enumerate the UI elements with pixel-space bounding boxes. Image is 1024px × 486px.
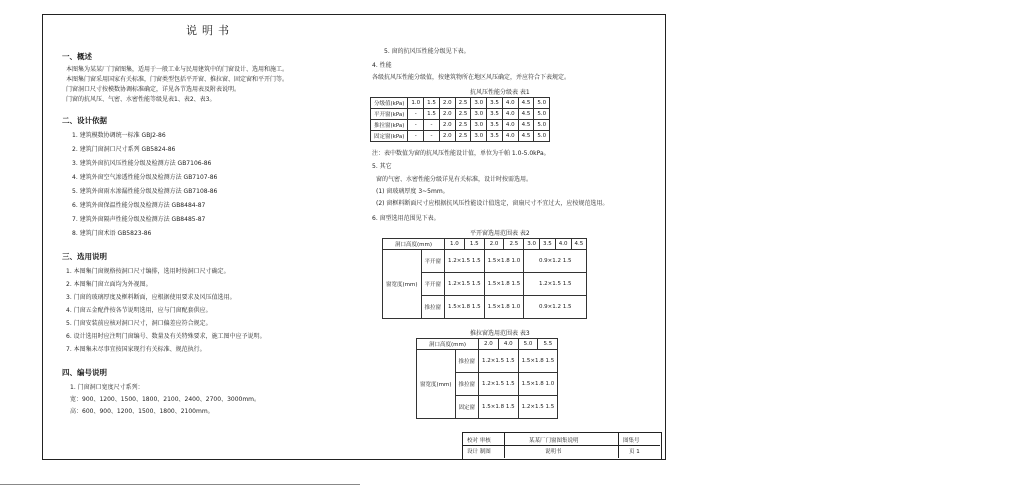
text-line: 1. 本图集门窗规格按洞口尺寸编排，选用时按洞口尺寸确定。 xyxy=(66,268,230,275)
table-cell: 1.5 xyxy=(424,109,440,120)
table-cell: 1.2×1.5 1.5 xyxy=(479,350,519,373)
table-cell: 4.0 xyxy=(502,131,518,142)
table-cell: 5.0 xyxy=(534,98,550,109)
row-label: 分级值(kPa) xyxy=(371,98,408,109)
table-cell: 1.2×1.5 1.5 xyxy=(445,250,485,273)
table-cell: 1.5×1.8 1.5 xyxy=(445,296,485,319)
table-cell: 4.5 xyxy=(518,98,534,109)
table-cell: 1.5×1.8 1.5 xyxy=(484,273,524,296)
text-line: 2. 本图集门窗立面均为外视图。 xyxy=(66,281,152,288)
column-header: 4.0 xyxy=(555,239,571,250)
table-cell: 1.2×1.5 1.5 xyxy=(518,396,558,419)
table-cell: 2.0 xyxy=(439,131,455,142)
table-cell: 4.0 xyxy=(502,120,518,131)
table-row xyxy=(371,120,550,131)
table-cell: 2.5 xyxy=(455,109,471,120)
bottom-scan-edge xyxy=(0,484,360,485)
text-line: 7. 建筑外窗隔声性能分级及检测方法 GB8485-87 xyxy=(72,216,206,223)
table-cell: 1.5×1.8 1.5 xyxy=(518,350,558,373)
row-group-label: 窗宽度(mm) xyxy=(383,250,422,319)
row-label: 平开窗(kPa) xyxy=(371,109,408,120)
text-line: (1) 窗玻璃厚度 3~5mm。 xyxy=(376,188,449,195)
title-block-name: 某某厂门窗图集说明 xyxy=(529,438,579,444)
text-line: 本图集门窗采用国家有关标准，门窗类型包括平开窗、推拉窗、固定窗和平开门等。 xyxy=(66,76,289,83)
table-cell: 4.5 xyxy=(518,131,534,142)
table3-caption: 推拉窗选用范围表 表3 xyxy=(470,330,530,337)
text-line: 1. 建筑模数协调统一标准 GBJ2-86 xyxy=(72,132,166,139)
row-label: 平开窗 xyxy=(421,273,445,296)
row-label: 固定窗(kPa) xyxy=(371,131,408,142)
title-block-subtitle: 说明书 xyxy=(545,449,562,455)
title-block-design: 设计 制图 xyxy=(467,449,491,455)
table-cell: 1.0 xyxy=(408,98,424,109)
column-header: 1.5 xyxy=(464,239,484,250)
text-line: 2. 建筑门窗洞口尺寸系列 GB5824-86 xyxy=(72,146,176,153)
table-cell: - xyxy=(424,131,440,142)
text-line: 门窗的抗风压、气密、水密性能等级见表1、表2、表3。 xyxy=(66,96,216,103)
table-cell: 3.5 xyxy=(487,109,503,120)
text-line: 3. 建筑外窗抗风压性能分级及检测方法 GB7106-86 xyxy=(72,160,212,167)
right-heading-performance: 4. 性能 xyxy=(372,62,392,69)
table-row xyxy=(371,109,550,120)
table-cell: 1.5×1.8 1.5 xyxy=(479,396,519,419)
table-header-row xyxy=(383,239,587,250)
text-line: 高：600、900、1200、1500、1800、2100mm。 xyxy=(70,408,214,415)
table-cell: 1.2×1.5 1.5 xyxy=(479,373,519,396)
table-row xyxy=(371,131,550,142)
table-cell: 3.5 xyxy=(487,120,503,131)
right-note-performance: 各级抗风压性能分级值，按建筑物所在地区风压确定，并应符合下表规定。 xyxy=(372,74,571,81)
table-cell: - xyxy=(408,109,424,120)
column-header: 3.0 xyxy=(524,239,540,250)
table-cell: - xyxy=(408,120,424,131)
table-header-row xyxy=(417,339,558,350)
wind-pressure-table xyxy=(370,97,550,142)
table-cell: 2.5 xyxy=(455,131,471,142)
text-line: 4. 门窗五金配件按各节说明选用，应与门窗配套供应。 xyxy=(66,307,212,314)
casement-selection-table xyxy=(382,238,587,319)
table-row xyxy=(383,250,587,273)
column-header: 2.0 xyxy=(479,339,499,350)
table-cell: 1.2×1.5 1.5 xyxy=(445,273,485,296)
column-header: 2.0 xyxy=(484,239,504,250)
title-block xyxy=(462,432,662,460)
column-header: 4.0 xyxy=(498,339,518,350)
row-label: 推拉窗 xyxy=(455,373,479,396)
right-note-table1: 注：表中数值为窗的抗风压性能设计值，单位为千帕 1.0-5.0kPa。 xyxy=(372,150,550,157)
text-line: 1. 门窗洞口宽度尺寸系列： xyxy=(70,384,144,391)
column-header: 5.0 xyxy=(518,339,538,350)
table2-caption: 平开窗选用范围表 表2 xyxy=(470,230,530,237)
document-title: 说明书 xyxy=(186,24,234,37)
title-block-check: 校对 审核 xyxy=(467,438,491,444)
section-numbering-heading: 四、编号说明 xyxy=(62,368,107,377)
table-cell: 2.0 xyxy=(439,109,455,120)
column-header: 洞口高度(mm) xyxy=(417,339,479,350)
table-cell: 1.5×1.8 1.0 xyxy=(518,373,558,396)
table-cell: 5.0 xyxy=(534,109,550,120)
right-heading-selection: 6. 窗型选用范围见下表。 xyxy=(372,215,440,222)
text-line: 窗的气密、水密性能分级详见有关标准，设计时按需选用。 xyxy=(376,176,533,183)
table-cell: 4.5 xyxy=(518,109,534,120)
table-cell: 0.9×1.2 1.5 xyxy=(524,250,587,273)
table-cell: 2.0 xyxy=(439,98,455,109)
text-line: 7. 本图集未尽事宜按国家现行有关标准、规范执行。 xyxy=(66,346,206,353)
section-design-basis-heading: 二、设计依据 xyxy=(62,116,107,125)
table-cell: 0.9×1.2 1.5 xyxy=(524,296,587,319)
column-header: 2.5 xyxy=(504,239,524,250)
right-heading-other: 5. 其它 xyxy=(372,163,392,170)
table-row xyxy=(417,350,558,373)
text-line: 6. 建筑外窗保温性能分级及检测方法 GB8484-87 xyxy=(72,202,206,209)
table-cell: - xyxy=(408,131,424,142)
table1-caption: 抗风压性能分级表 表1 xyxy=(470,89,530,96)
text-line: 本图集为某某厂门窗图集，适用于一般工业与民用建筑中的门窗设计、选用和施工。 xyxy=(66,66,289,73)
table-cell: 2.5 xyxy=(455,98,471,109)
title-block-page: 页 1 xyxy=(629,449,640,455)
section-overview-heading: 一、概述 xyxy=(62,52,92,61)
table-cell: 3.5 xyxy=(487,98,503,109)
text-line: 8. 建筑门窗术语 GB5823-86 xyxy=(72,230,152,237)
table-cell: 1.2×1.5 1.5 xyxy=(524,273,587,296)
text-line: 6. 设计选用时应注明门窗编号、数量及有关特殊要求，施工图中应予说明。 xyxy=(66,333,266,340)
table-cell: 5.0 xyxy=(534,120,550,131)
table-cell: 4.5 xyxy=(518,120,534,131)
column-header: 4.5 xyxy=(571,239,587,250)
sliding-selection-table xyxy=(416,338,558,419)
table-cell: 3.5 xyxy=(487,131,503,142)
row-label: 推拉窗(kPa) xyxy=(371,120,408,131)
section-selection-heading: 三、选用说明 xyxy=(62,252,107,261)
table-cell: - xyxy=(424,120,440,131)
column-header: 3.5 xyxy=(540,239,556,250)
text-line: 5. 建筑外窗雨水渗漏性能分级及检测方法 GB7108-86 xyxy=(72,188,218,195)
table-cell: 3.0 xyxy=(471,131,487,142)
column-header: 洞口高度(mm) xyxy=(383,239,445,250)
title-block-divider-3 xyxy=(462,445,660,446)
table-cell: 1.5 xyxy=(424,98,440,109)
row-label: 推拉窗 xyxy=(421,296,445,319)
row-group-label: 窗宽度(mm) xyxy=(417,350,456,419)
column-header: 1.0 xyxy=(445,239,465,250)
text-line: 3. 门窗的玻璃厚度及框料断面，应根据使用要求及风压值选用。 xyxy=(66,294,236,301)
table-cell: 4.0 xyxy=(502,109,518,120)
table-cell: 1.5×1.8 1.0 xyxy=(484,296,524,319)
table-cell: 4.0 xyxy=(502,98,518,109)
table-cell: 3.0 xyxy=(471,120,487,131)
table-cell: 3.0 xyxy=(471,109,487,120)
table-cell: 2.5 xyxy=(455,120,471,131)
text-line: 4. 建筑外窗空气渗透性能分级及检测方法 GB7107-86 xyxy=(72,174,218,181)
row-label: 推拉窗 xyxy=(455,350,479,373)
table-row xyxy=(371,98,550,109)
text-line: 5. 门窗安装前应核对洞口尺寸，洞口偏差应符合规定。 xyxy=(66,320,212,327)
table-cell: 3.0 xyxy=(471,98,487,109)
text-line: 门窗洞口尺寸按模数协调标准确定，详见各节选用表及附表说明。 xyxy=(66,86,241,93)
text-line: (2) 窗框料断面尺寸应根据抗风压性能设计值选定，窗扇尺寸不宜过大，应按规范选用。 xyxy=(376,200,609,207)
right-intro-line: 5. 窗的抗风压性能分级见下表。 xyxy=(384,48,470,55)
row-label: 平开窗 xyxy=(421,250,445,273)
title-block-atlas-no: 图集号 xyxy=(623,438,640,444)
text-line: 宽：900、1200、1500、1800、2100、2400、2700、3000mm。 xyxy=(70,396,261,403)
column-header: 5.5 xyxy=(538,339,558,350)
table-cell: 5.0 xyxy=(534,131,550,142)
table-cell: 1.5×1.8 1.0 xyxy=(484,250,524,273)
row-label: 固定窗 xyxy=(455,396,479,419)
table-cell: 2.0 xyxy=(439,120,455,131)
